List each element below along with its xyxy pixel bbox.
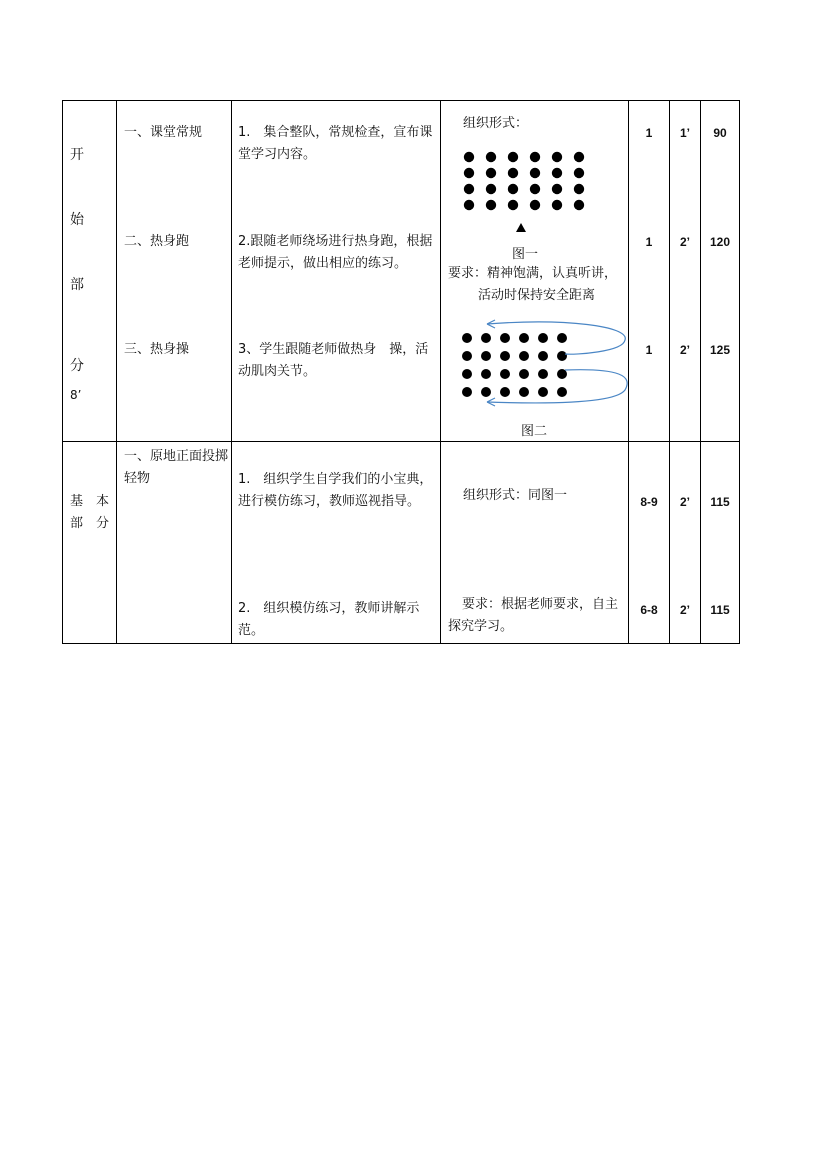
student-dot-icon — [481, 387, 491, 397]
basic-row-1-org: 组织形式：同图一 — [463, 488, 568, 503]
grid-bottom — [62, 643, 740, 644]
student-dot-icon — [508, 152, 518, 162]
student-dot-icon — [530, 184, 540, 194]
student-dot-icon — [500, 351, 510, 361]
student-dot-icon — [500, 369, 510, 379]
basic-row-1-count: 8-9 — [640, 495, 658, 509]
start-row-3-content: 3、学生跟随老师做热身 操，活动肌肉关节。 — [238, 342, 429, 379]
grid-v1 — [62, 100, 63, 644]
grid-mid — [62, 441, 740, 442]
org-heading: 组织形式： — [463, 116, 529, 131]
basic-row-1-time: 2’ — [679, 495, 690, 509]
start-row-2-count: 1 — [645, 235, 653, 249]
student-dot-icon — [552, 168, 562, 178]
start-row-3-title: 三、热身操 — [124, 342, 190, 357]
student-dot-icon — [530, 152, 540, 162]
fig2-caption: 图二 — [521, 424, 548, 439]
basic-label-line-2: 部 分 — [70, 516, 110, 531]
student-dot-icon — [519, 369, 529, 379]
student-dot-icon — [464, 152, 474, 162]
grid-v2 — [116, 100, 117, 644]
student-dot-icon — [519, 387, 529, 397]
student-dot-icon — [552, 184, 562, 194]
grid-v3 — [231, 100, 232, 644]
student-dot-icon — [500, 333, 510, 343]
student-dot-icon — [538, 387, 548, 397]
student-dot-icon — [538, 351, 548, 361]
student-dot-icon — [557, 351, 567, 361]
basic-label-line-1: 基 本 — [70, 494, 110, 509]
student-dot-icon — [486, 168, 496, 178]
student-dot-icon — [486, 200, 496, 210]
student-dot-icon — [462, 333, 472, 343]
start-row-3-count: 1 — [645, 343, 653, 357]
grid-v6 — [669, 100, 670, 644]
student-dot-icon — [500, 387, 510, 397]
formation-diagram-2 — [455, 318, 635, 408]
student-dot-icon — [508, 168, 518, 178]
start-label-time: 8’ — [70, 388, 82, 402]
requirement-line-2: 活动时保持安全距离 — [478, 288, 596, 303]
student-dot-icon — [538, 369, 548, 379]
start-row-2-content: 2.跟随老师绕场进行热身跑，根据老师提示，做出相应的练习。 — [238, 234, 433, 271]
student-dot-icon — [508, 184, 518, 194]
student-dot-icon — [530, 168, 540, 178]
start-row-2-time: 2’ — [679, 235, 690, 249]
basic-row-2-intensity: 115 — [710, 603, 730, 617]
student-dot-icon — [538, 333, 548, 343]
student-dot-icon — [552, 152, 562, 162]
basic-row-1-content: 1. 组织学生自学我们的小宝典，进行模仿练习，教师巡视指导。 — [238, 472, 433, 509]
student-dot-icon — [574, 168, 584, 178]
start-row-2-title: 二、热身跑 — [124, 234, 190, 249]
grid-top — [62, 100, 740, 101]
student-dot-icon — [462, 351, 472, 361]
grid-v7 — [700, 100, 701, 644]
student-dot-icon — [530, 200, 540, 210]
grid-v4 — [440, 100, 441, 644]
basic-row-1-intensity: 115 — [710, 495, 730, 509]
student-dot-icon — [574, 200, 584, 210]
student-dot-icon — [462, 387, 472, 397]
student-dot-icon — [574, 184, 584, 194]
start-row-1-title: 一、课堂常规 — [124, 125, 203, 140]
formation-diagram-1 — [460, 148, 600, 238]
grid-v8 — [739, 100, 740, 644]
student-dot-icon — [519, 333, 529, 343]
requirement-line-1: 要求：精神饱满，认真听讲， — [448, 266, 618, 281]
start-label-char-3: 部 — [70, 277, 84, 293]
start-label-char-2: 始 — [70, 212, 84, 228]
student-dot-icon — [574, 152, 584, 162]
student-dot-icon — [519, 351, 529, 361]
student-dot-icon — [464, 168, 474, 178]
start-row-1-intensity: 90 — [713, 126, 727, 140]
student-dot-icon — [486, 184, 496, 194]
teacher-triangle-icon — [516, 223, 526, 232]
fig1-caption: 图一 — [512, 247, 539, 262]
start-label-char-4: 分 — [70, 358, 84, 374]
basic-row-2-org: 要求：根据老师要求，自主探究学习。 — [448, 597, 619, 634]
student-dot-icon — [557, 387, 567, 397]
student-dot-icon — [481, 333, 491, 343]
basic-row-2-content: 2. 组织模仿练习，教师讲解示范。 — [238, 601, 420, 638]
student-dot-icon — [462, 369, 472, 379]
start-row-1-time: 1’ — [679, 126, 690, 140]
student-dot-icon — [481, 351, 491, 361]
start-row-1-count: 1 — [645, 126, 653, 140]
student-dot-icon — [508, 200, 518, 210]
basic-title: 一、原地正面投掷轻物 — [124, 449, 229, 486]
student-dot-icon — [557, 333, 567, 343]
start-label-char-1: 开 — [70, 147, 84, 163]
basic-row-2-time: 2’ — [679, 603, 690, 617]
start-row-1-content: 1. 集合整队，常规检查，宣布课堂学习内容。 — [238, 125, 433, 162]
student-dot-icon — [481, 369, 491, 379]
basic-row-2-count: 6-8 — [640, 603, 658, 617]
student-dot-icon — [464, 200, 474, 210]
start-row-2-intensity: 120 — [709, 235, 731, 249]
start-row-3-intensity: 125 — [709, 343, 731, 357]
student-dot-icon — [464, 184, 474, 194]
student-dot-icon — [486, 152, 496, 162]
student-dot-icon — [552, 200, 562, 210]
start-row-3-time: 2’ — [679, 343, 690, 357]
